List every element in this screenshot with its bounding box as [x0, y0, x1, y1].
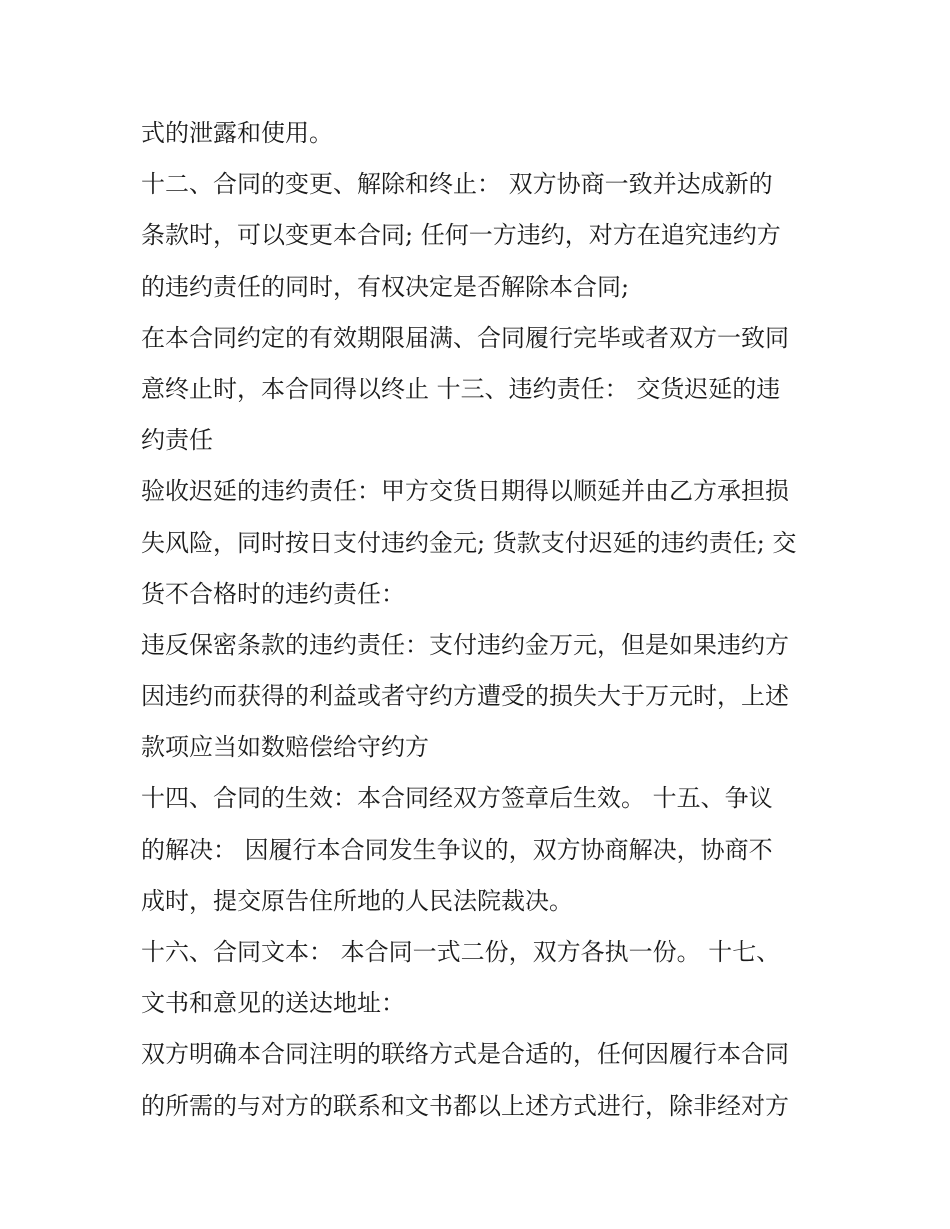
- text-line: 失风险，同时按日支付违约金元; 货款支付迟延的违约责任; 交: [141, 528, 797, 557]
- text-line: 条款时，可以变更本合同; 任何一方违约，对方在追究违约方: [141, 221, 781, 250]
- text-line: 的解决： 因履行本合同发生争议的，双方协商解决，协商不: [141, 835, 773, 864]
- text-line: 在本合同约定的有效期限届满、合同履行完毕或者双方一致同: [141, 323, 789, 352]
- text-line: 十六、合同文本： 本合同一式二份，双方各执一份。 十七、: [141, 938, 781, 966]
- text-line: 十四、合同的生效：本合同经双方签章后生效。 十五、争议: [141, 784, 773, 813]
- contract-text-body: [141, 108, 821, 1132]
- text-line: 违反保密条款的违约责任：支付违约金万元，但是如果违约方: [141, 630, 789, 659]
- text-line: 的违约责任的同时，有权决定是否解除本合同;: [141, 272, 630, 301]
- text-line: 约责任: [141, 426, 213, 455]
- text-line: 双方明确本合同注明的联络方式是合适的，任何因履行本合同: [141, 1040, 789, 1069]
- text-line: 文书和意见的送达地址：: [141, 989, 405, 1018]
- text-line: 式的泄露和使用。: [141, 119, 333, 147]
- text-line: 的所需的与对方的联系和文书都以上述方式进行，除非经对方: [141, 1091, 789, 1120]
- text-line: 意终止时，本合同得以终止 十三、违约责任： 交货迟延的违: [141, 374, 781, 403]
- text-line: 款项应当如数赔偿给守约方: [141, 733, 429, 762]
- text-line: 验收迟延的违约责任：甲方交货日期得以顺延并由乙方承担损: [141, 477, 789, 506]
- text-line: 因违约而获得的利益或者守约方遭受的损失大于万元时，上述: [141, 682, 789, 711]
- text-line: 货不合格时的违约责任：: [141, 579, 405, 608]
- text-line: 成时，提交原告住所地的人民法院裁决。: [141, 886, 573, 915]
- text-line: 十二、合同的变更、解除和终止： 双方协商一致并达成新的: [141, 170, 773, 199]
